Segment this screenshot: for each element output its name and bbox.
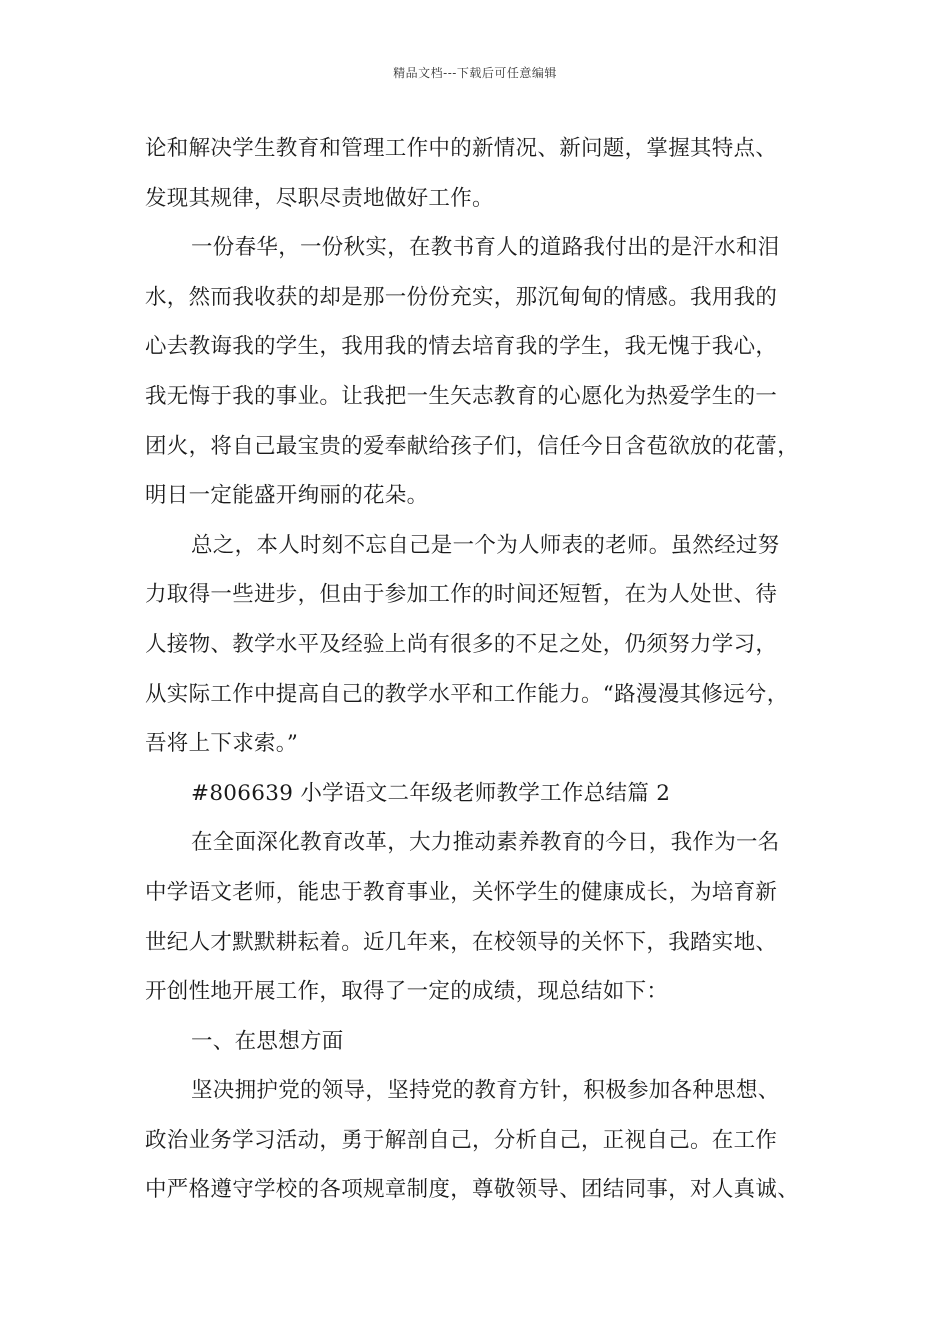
document-body (145, 124, 825, 1215)
subsection-heading: 一、在思想方面 (191, 1028, 344, 1054)
section-title: #806639 小学语文二年级老师教学工作总结篇 2 (191, 780, 671, 806)
text-line: 一份春华，一份秋实，在教书育人的道路我付出的是汗水和泪 (191, 235, 780, 261)
text-line: 我无悔于我的事业。让我把一生矢志教育的心愿化为热爱学生的一 (145, 383, 778, 409)
text-line: 团火，将自己最宝贵的爱奉献给孩子们，信任今日含苞欲放的花蕾， (145, 433, 800, 459)
text-line: 从实际工作中提高自己的教学水平和工作能力。“路漫漫其修远兮， (145, 681, 789, 707)
text-line: 心去教诲我的学生，我用我的情去培育我的学生，我无愧于我心， (145, 334, 778, 360)
text-line: 中严格遵守学校的各项规章制度，尊敬领导、团结同事，对人真诚、 (145, 1177, 800, 1203)
text-line: 吾将上下求索。” (145, 731, 299, 757)
text-line: 中学语文老师，能忠于教育事业，关怀学生的健康成长，为培育新 (145, 879, 778, 905)
text-line: 明日一定能盛开绚丽的花朵。 (145, 483, 429, 509)
text-line: 政治业务学习活动，勇于解剖自己，分析自己，正视自己。在工作 (145, 1127, 778, 1153)
text-line: 在全面深化教育改革，大力推动素养教育的今日，我作为一名 (191, 830, 780, 856)
text-line: 开创性地开展工作，取得了一定的成绩，现总结如下： (145, 979, 669, 1005)
text-line: 发现其规律，尽职尽责地做好工作。 (145, 185, 494, 211)
text-line: 人接物、教学水平及经验上尚有很多的不足之处，仍须努力学习， (145, 631, 778, 657)
text-line: 世纪人才默默耕耘着。近几年来，在校领导的关怀下，我踏实地、 (145, 929, 778, 955)
text-line: 总之，本人时刻不忘自己是一个为人师表的老师。虽然经过努 (191, 532, 780, 558)
text-line: 水，然而我收获的却是那一份份充实，那沉甸甸的情感。我用我的 (145, 284, 778, 310)
page-header: 精品文档---下载后可任意编辑 (393, 66, 557, 80)
text-line: 坚决拥护党的领导，坚持党的教育方针，积极参加各种思想、 (191, 1078, 780, 1104)
text-line: 论和解决学生教育和管理工作中的新情况、新问题，掌握其特点、 (145, 136, 778, 161)
text-line: 力取得一些进步，但由于参加工作的时间还短暂，在为人处世、待 (145, 582, 778, 608)
